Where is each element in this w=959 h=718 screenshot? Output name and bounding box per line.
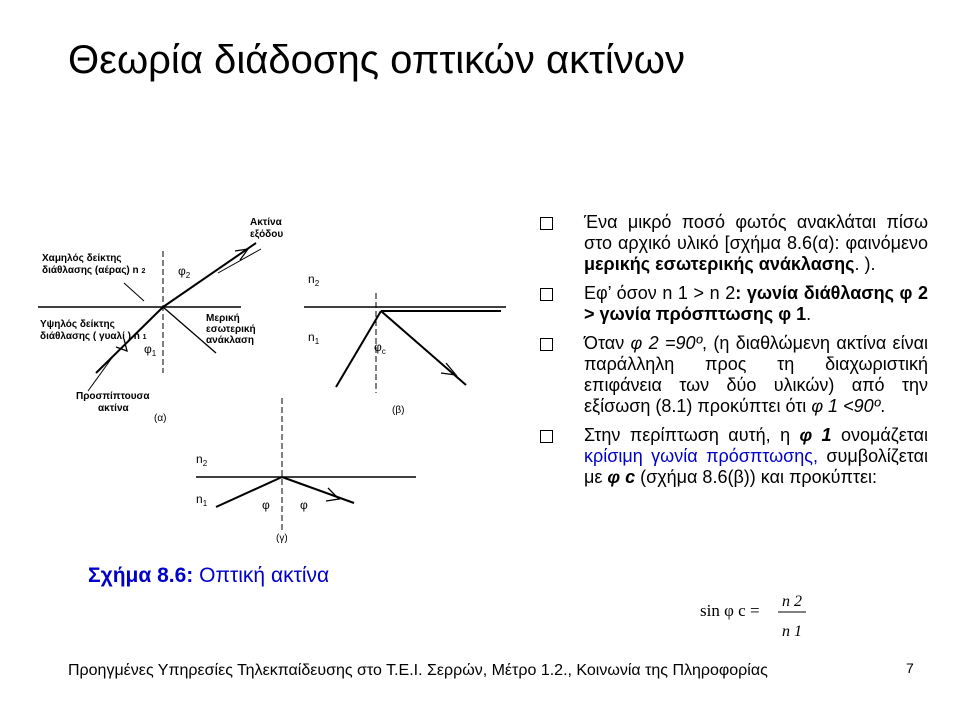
b3-text2: , (η διαθλώμενη ακτίνα είναι παράλληλη προς τη διαχωριστική επιφάνεια των δύο υλικών) από την εξίσωση (8.1) προκύπτει ότι [584, 333, 928, 416]
label-exit: Ακτίνα εξόδου [250, 217, 284, 240]
b4-phi1: φ 1 [799, 425, 832, 445]
low-1: Χαμηλός δείκτης [42, 253, 122, 264]
low-2: διάθλασης (αέρας) n [42, 265, 139, 276]
label-b: (β) [392, 405, 405, 416]
bullet-1 [540, 212, 928, 275]
formula-numerator: n 2 [782, 593, 802, 610]
b4-text3: συμβολίζεται με [584, 446, 928, 487]
b2-bold: : γωνία διάθλασης φ 2 > γωνία πρόσπτωσης φ 1 [584, 283, 928, 324]
b3-phi2: φ 2 =90º [630, 333, 703, 353]
label-phi-g1: φ [262, 498, 270, 512]
checkbox-bullet-icon [540, 430, 553, 443]
b1-text2: . ). [854, 254, 876, 274]
label-phi-g2: φ [300, 498, 308, 512]
label-n1-b: $n_1$ [308, 330, 320, 346]
b4-text2: ονομάζεται [831, 425, 928, 445]
low-sub: 2 [141, 268, 146, 275]
bullet-3 [540, 333, 928, 417]
b4-text1: Στην περίπτωση αυτή, η [584, 425, 800, 445]
checkbox-bullet-icon [540, 288, 553, 301]
b1-bold: μερικής εσωτερικής ανάκλασης [584, 254, 855, 274]
checkbox-bullet-icon [540, 217, 553, 230]
label-phi2-a: $\varphi_2$ [178, 264, 191, 280]
label-g: (γ) [276, 533, 288, 544]
bullet-list [540, 212, 928, 496]
label-phi1-a: $\varphi_1$ [144, 342, 157, 358]
b4-phic: φ c [607, 467, 636, 487]
bullet-4 [540, 425, 928, 488]
high-1: Υψηλός δείκτης [40, 319, 115, 330]
ray-diagram [36, 213, 506, 553]
bullet-2 [540, 283, 928, 325]
b2-ineq: n 1 > n 2 [662, 283, 736, 303]
page-title: Θεωρία διάδοσης οπτικών ακτίνων [68, 38, 686, 82]
optical-ray-figure [36, 213, 506, 553]
b3-phi1: φ 1 <90º [811, 396, 881, 416]
high-2: διάθλασης ( γυαλί ) n [40, 331, 140, 342]
critical-angle-formula [700, 588, 810, 648]
caption-label: Σχήμα 8.6: [88, 564, 194, 587]
label-n2-g: $n_2$ [196, 452, 208, 468]
b2-text1: Εφ’ όσον [584, 283, 663, 303]
label-partial: Μερική εσωτερική ανάκλαση [206, 313, 256, 346]
formula-lhs: sin φ c = [700, 601, 760, 620]
b3-text3: . [880, 396, 886, 416]
high-sub: 1 [142, 334, 147, 341]
b2-text2: . [806, 304, 812, 324]
formula-svg [700, 588, 810, 648]
b3-text1: Όταν [584, 333, 631, 353]
label-phic: $\varphi_c$ [374, 340, 386, 356]
footer-text: Προηγμένες Υπηρεσίες Τηλεκπαίδευσης στο Τ.Ε.Ι. Σερρών, Μέτρο 1.2., Κοινωνία της Πληροφορίας [68, 662, 768, 679]
checkbox-bullet-icon [540, 338, 553, 351]
b4-text4: (σχήμα 8.6(β)) και προκύπτει: [635, 467, 878, 487]
b1-text1: Ένα μικρό ποσό φωτός ανακλάται πίσω στο αρχικό υλικό [σχήμα 8.6(α): φαινόμενο [584, 212, 928, 253]
page-number: 7 [906, 660, 914, 676]
caption-text: Οπτική ακτίνα [193, 564, 330, 587]
label-a: (α) [154, 413, 167, 424]
label-n1-g: $n_1$ [196, 492, 208, 508]
label-incident: Προσπίπτουσα ακτίνα [76, 391, 150, 414]
figure-caption [88, 564, 329, 588]
label-n2-b: $n_2$ [308, 272, 320, 288]
b4-critical: κρίσιμη γωνία πρόσπτωσης, [584, 446, 818, 466]
formula-denominator: n 1 [782, 623, 802, 640]
